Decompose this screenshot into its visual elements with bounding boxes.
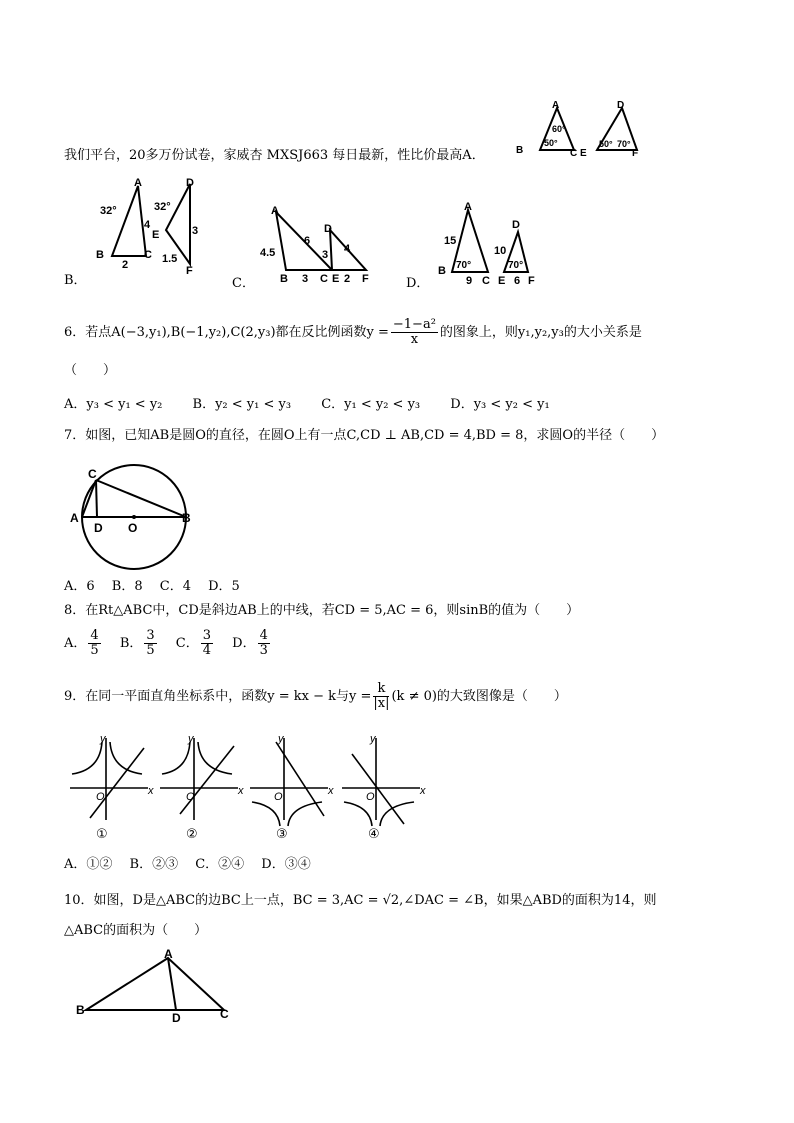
svg-text:x: x <box>148 785 154 797</box>
angle-50: 50° <box>544 138 558 148</box>
q5-option-b-figure <box>94 176 214 276</box>
svg-text:3: 3 <box>322 249 329 261</box>
label-c: C <box>570 148 578 159</box>
q6-options <box>64 396 550 414</box>
svg-text:32°: 32° <box>100 205 117 217</box>
q8-option-c[interactable]: C． $\frac{3}{4}$ <box>175 628 212 658</box>
q5-option-b[interactable]: B． <box>64 273 87 288</box>
svg-text:D: D <box>324 223 332 235</box>
svg-text:O: O <box>96 791 105 803</box>
svg-text:3: 3 <box>302 273 309 285</box>
svg-text:O: O <box>274 791 283 803</box>
svg-text:C: C <box>320 273 328 285</box>
label-f: F <box>632 148 639 159</box>
svg-text:O: O <box>366 791 375 803</box>
q9-question: 9．在同一平面直角坐标系中，函数y = kx − k与y = $\frac{k}{|x|}$ (k ≠ 0)的大致图像是（ ） <box>64 681 567 711</box>
svg-text:y: y <box>100 733 106 745</box>
q6-option-d[interactable]: D．y₃ < y₂ < y₁ <box>450 397 550 412</box>
graph-label-2: ② <box>186 826 198 841</box>
q8-option-a[interactable]: A． $\frac{4}{5}$ <box>64 628 99 658</box>
svg-text:32°: 32° <box>154 201 171 213</box>
svg-text:F: F <box>528 275 535 287</box>
svg-text:x: x <box>328 785 334 797</box>
q9-graphs-figure <box>62 730 442 842</box>
q9-options[interactable]: A．①② B．②③ C．②④ D．③④ <box>64 857 311 872</box>
svg-text:3: 3 <box>192 225 199 237</box>
angle-60: 60° <box>552 124 566 134</box>
svg-text:O: O <box>186 791 195 803</box>
q8-question: 8．在Rt△ABC中，CD是斜边AB上的中线，若CD = 5,AC = 6，则sinB的值为（ ） <box>64 603 580 618</box>
svg-text:C: C <box>220 1007 229 1021</box>
svg-text:A: A <box>70 511 79 525</box>
svg-text:D: D <box>94 521 103 535</box>
label-d: D <box>617 100 625 111</box>
svg-text:O: O <box>128 521 138 535</box>
svg-text:A: A <box>271 205 279 217</box>
svg-text:70°: 70° <box>508 260 524 271</box>
graph-label-1: ① <box>96 826 108 841</box>
svg-text:9: 9 <box>466 275 473 287</box>
q10-question-line1: 10．如图，D是△ABC的边BC上一点，BC = 3,AC = √2,∠DAC = ∠B，如果△ABD的面积为14，则 <box>64 893 657 908</box>
svg-text:B: B <box>96 249 104 261</box>
svg-text:E: E <box>332 273 340 285</box>
svg-text:y: y <box>278 733 284 745</box>
svg-text:x: x <box>420 785 426 797</box>
q6-option-c[interactable]: C．y₁ < y₂ < y₃ <box>321 397 421 412</box>
q6-option-a[interactable]: A．y₃ < y₁ < y₂ <box>64 397 163 412</box>
q6-question: 6．若点A(−3,y₁),B(−1,y₂),C(2,y₃)都在反比例函数y = $\frac{\text{−1−a²}}{x}$ 的图象上，则y₁,y₂,y₃的大小关系是 <box>64 317 642 347</box>
label-b: B <box>516 145 524 156</box>
graph-label-3: ③ <box>276 826 288 841</box>
svg-text:70°: 70° <box>456 260 472 271</box>
angle-50b: 50° <box>599 139 613 149</box>
svg-text:6: 6 <box>514 275 521 287</box>
svg-text:D: D <box>512 219 520 231</box>
q10-question-line2: △ABC的面积为（ ） <box>64 923 208 938</box>
svg-text:E: E <box>152 229 160 241</box>
svg-text:A: A <box>134 177 142 189</box>
q8-option-d[interactable]: D． $\frac{4}{3}$ <box>232 628 268 658</box>
svg-text:B: B <box>76 1003 85 1017</box>
q5-intro: 我们平台，20多万份试卷，家威杏 MXSJ663 每日最新，性比价最高A． <box>64 148 485 163</box>
svg-text:10: 10 <box>494 245 507 257</box>
q5-option-d-figure <box>436 200 546 290</box>
svg-text:15: 15 <box>444 235 457 247</box>
q5-option-a-figure <box>512 98 642 160</box>
svg-text:C: C <box>482 275 490 287</box>
svg-text:4: 4 <box>344 243 351 255</box>
q10-triangle-figure <box>74 946 244 1026</box>
q6-paren: （ ） <box>64 363 117 378</box>
svg-text:x: x <box>238 785 244 797</box>
svg-text:B: B <box>438 265 446 277</box>
angle-70: 70° <box>617 139 631 149</box>
q7-circle-figure <box>62 460 202 570</box>
svg-text:C: C <box>88 467 97 481</box>
svg-text:B: B <box>182 511 191 525</box>
svg-text:4: 4 <box>144 219 151 231</box>
svg-text:B: B <box>280 273 288 285</box>
svg-text:6: 6 <box>304 235 311 247</box>
q6-option-b[interactable]: B．y₂ < y₁ < y₃ <box>192 397 292 412</box>
q8-option-b[interactable]: B． $\frac{3}{5}$ <box>119 628 155 658</box>
graph-label-4: ④ <box>368 826 380 841</box>
svg-text:2: 2 <box>122 259 129 271</box>
svg-text:A: A <box>464 201 472 213</box>
svg-text:y: y <box>188 733 194 745</box>
svg-text:D: D <box>172 1011 181 1025</box>
q7-options[interactable]: A．6 B．8 C．4 D．5 <box>64 579 240 594</box>
svg-text:1.5: 1.5 <box>162 253 178 265</box>
svg-text:F: F <box>362 273 369 285</box>
svg-text:2: 2 <box>344 273 351 285</box>
q7-question: 7．如图，已知AB是圆O的直径，在圆O上有一点C,CD ⊥ AB,CD = 4,BD = 8，求圆O的半径（ ） <box>64 428 665 443</box>
q5-option-c[interactable]: C． <box>232 276 255 291</box>
label-e: E <box>580 148 587 159</box>
label-a: A <box>552 100 560 111</box>
svg-text:F: F <box>186 265 193 276</box>
svg-text:4.5: 4.5 <box>260 247 276 259</box>
q5-option-c-figure <box>256 200 376 286</box>
svg-text:E: E <box>498 275 506 287</box>
svg-text:y: y <box>370 733 376 745</box>
svg-text:D: D <box>186 177 194 189</box>
q5-option-d[interactable]: D． <box>406 276 430 291</box>
q8-options <box>64 628 272 660</box>
svg-text:A: A <box>164 947 173 961</box>
svg-text:C: C <box>144 249 152 261</box>
